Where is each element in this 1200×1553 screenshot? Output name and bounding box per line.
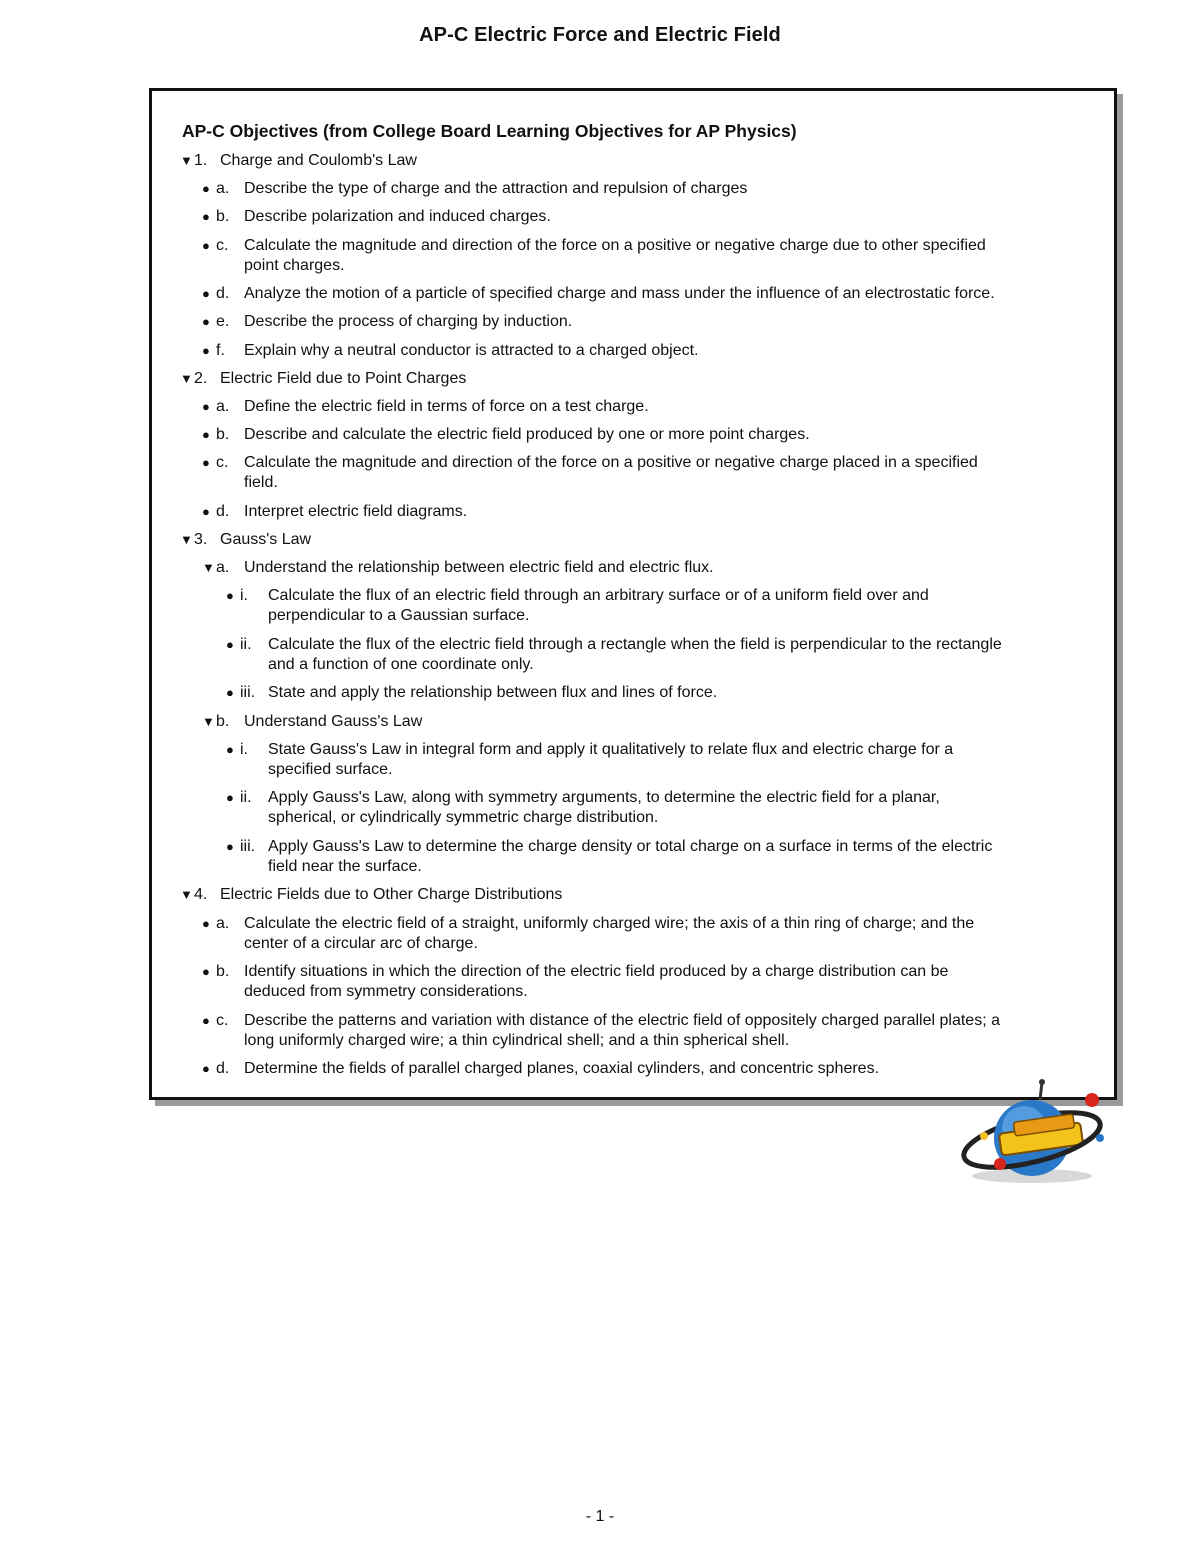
outline-item-line: Describe polarization and induced charges. [244, 208, 551, 226]
outline-item-text [244, 236, 1072, 276]
collapse-triangle-icon[interactable]: ▼3. [180, 531, 208, 548]
outline-item-label: f. [216, 341, 225, 359]
outline-item-line: Interpret electric field diagrams. [244, 502, 468, 520]
collapse-triangle-icon[interactable]: ▼a. [202, 559, 230, 577]
outline-item-line: Describe and calculate the electric field produced by one or more point charges. [244, 426, 810, 444]
outline-item-text [268, 740, 1072, 780]
outline-item-text [220, 369, 1072, 389]
outline-item-continuation: field near the surface. [268, 857, 422, 875]
outline-item-text [244, 425, 1072, 445]
outline-item-label: c. [216, 236, 229, 254]
outline-item-label: c. [216, 454, 229, 472]
outline-item-line: Identify situations in which the direction of the electric field produced by a charge distribution can be [244, 963, 949, 980]
bullet-icon: ● d. [202, 502, 230, 520]
outline-item-line: Apply Gauss's Law, along with symmetry arguments, to determine the electric field for a planar, [268, 789, 940, 807]
outline-item-line: State Gauss's Law in integral form and apply it qualitatively to relate flux and electric charge for a [268, 740, 954, 758]
outline-item-text [244, 1059, 1072, 1079]
outline-item-line: Describe the type of charge and the attraction and repulsion of charges [244, 180, 748, 198]
outline-item-label: b. [216, 426, 230, 444]
outline-item-line: Electric Fields due to Other Charge Distributions [220, 886, 563, 904]
outline-item-line: Describe the patterns and variation with distance of the electric field of oppositely charged parallel plates; a [244, 1011, 1000, 1029]
outline-item-label: ii. [240, 789, 252, 807]
outline-item-label: b. [216, 208, 230, 226]
outline-item-continuation: spherical, or cylindrically symmetric charge distribution. [268, 809, 659, 827]
outline-item-label: 3. [194, 531, 208, 548]
outline-item-line: Electric Field due to Point Charges [220, 369, 467, 387]
outline-item-text [220, 151, 1072, 171]
collapse-triangle-icon[interactable]: ▼1. [180, 152, 208, 169]
outline-item-text [268, 788, 1072, 828]
aplusphysics-logo [960, 1078, 1110, 1188]
bullet-icon: ● c. [202, 1011, 229, 1029]
collapse-triangle-icon[interactable]: ▼2. [180, 369, 208, 387]
bullet-icon: ● f. [202, 341, 225, 359]
outline-item-label: a. [216, 180, 230, 198]
outline-item-text [244, 207, 1072, 227]
outline-item-line: Describe the process of charging by induction. [244, 313, 573, 331]
outline-item-label: e. [216, 313, 230, 331]
outline-item-text [244, 1011, 1072, 1051]
bullet-icon: ● c. [202, 236, 229, 254]
objectives-heading: AP-C Objectives (from College Board Learning Objectives for AP Physics) [182, 121, 797, 141]
outline-item-text [244, 179, 1072, 199]
outline-item-continuation: center of a circular arc of charge. [244, 934, 478, 952]
outline-item-continuation: deduced from symmetry considerations. [244, 983, 528, 1000]
objectives-box [149, 88, 1117, 1100]
outline-item-continuation: specified surface. [268, 760, 393, 778]
outline-item-text [268, 837, 1072, 877]
outline-item-label: iii. [240, 837, 256, 855]
outline-item-text [244, 502, 1072, 522]
outline-item-text [244, 397, 1072, 417]
outline-item-label: b. [216, 963, 230, 980]
page-title: AP-C Electric Force and Electric Field [419, 24, 781, 46]
outline-item-line: Apply Gauss's Law to determine the charge density or total charge on a surface in terms of the electric [268, 837, 993, 855]
bullet-icon: ● a. [202, 914, 230, 932]
outline-item-line: Analyze the motion of a particle of specified charge and mass under the influence of an electrostatic force. [244, 285, 995, 303]
outline-item-line: Calculate the electric field of a straight, uniformly charged wire; the axis of a thin ring of charge; and the [244, 914, 975, 932]
outline-item-text [244, 558, 1072, 578]
outline-item-line: Calculate the magnitude and direction of the force on a positive or negative charge due to other specified [244, 236, 986, 254]
outline-item-label: i. [240, 740, 248, 758]
outline-item-text [268, 635, 1072, 675]
bullet-icon: ● b. [202, 426, 230, 444]
outline-item-label: a. [216, 397, 230, 415]
outline-item-line: Calculate the magnitude and direction of the force on a positive or negative charge placed in a specified [244, 454, 978, 472]
outline-item-continuation: perpendicular to a Gaussian surface. [268, 607, 530, 625]
outline-item-continuation: point charges. [244, 256, 345, 274]
outline-item-text [220, 530, 1072, 550]
outline-item-label: 1. [194, 152, 208, 169]
outline-item-label: a. [216, 559, 230, 577]
bullet-icon: ● c. [202, 454, 229, 472]
bullet-icon: ● iii. [226, 837, 256, 855]
outline-item-label: 2. [194, 369, 208, 387]
outline-item-line: State and apply the relationship between flux and lines of force. [268, 684, 718, 702]
outline-item-line: Explain why a neutral conductor is attracted to a charged object. [244, 341, 699, 359]
bullet-icon: ● a. [202, 180, 230, 198]
outline-item-line: Calculate the flux of the electric field through a rectangle when the field is perpendicular to the rectangle [268, 635, 1002, 653]
outline-item-label: d. [216, 1060, 230, 1077]
outline-item-label: 4. [194, 886, 208, 904]
page-number: - 1 - [585, 1508, 615, 1525]
outline-item-text [244, 914, 1072, 954]
outline-item-label: c. [216, 1011, 229, 1029]
outline-item-text [244, 962, 1072, 1002]
outline-item-text [220, 885, 1072, 905]
bullet-icon: ● d. [202, 1060, 230, 1077]
outline-item-text [244, 453, 1072, 493]
bullet-icon: ● iii. [226, 684, 256, 702]
outline-item-label: d. [216, 502, 230, 520]
outline-item-line: Understand Gauss's Law [244, 712, 423, 730]
outline-item-label: a. [216, 914, 230, 932]
outline-item-line: Determine the fields of parallel charged planes, coaxial cylinders, and concentric spheres. [244, 1060, 880, 1077]
bullet-icon: ● i. [226, 587, 248, 605]
outline-item-line: Calculate the flux of an electric field through an arbitrary surface or of a uniform field over and [268, 587, 929, 605]
outline-item-text [244, 712, 1072, 732]
outline-item-label: i. [240, 587, 248, 605]
outline-item-continuation: and a function of one coordinate only. [268, 655, 534, 673]
bullet-icon: ● d. [202, 285, 230, 303]
outline-item-text [268, 683, 1072, 703]
outline-item-label: d. [216, 285, 230, 303]
outline-item-line: Define the electric field in terms of force on a test charge. [244, 397, 649, 415]
outline-item-text [244, 312, 1072, 332]
outline-item-label: ii. [240, 635, 252, 653]
bullet-icon: ● e. [202, 313, 230, 331]
bullet-icon: ● i. [226, 740, 248, 758]
bullet-icon: ● ii. [226, 635, 252, 653]
outline-item-continuation: long uniformly charged wire; a thin cylindrical shell; and a thin spherical shell. [244, 1031, 790, 1049]
bullet-icon: ● ii. [226, 789, 252, 807]
collapse-triangle-icon[interactable]: ▼4. [180, 886, 208, 904]
bullet-icon: ● b. [202, 208, 230, 226]
outline-item-label: iii. [240, 684, 256, 702]
outline-item-line: Gauss's Law [220, 531, 312, 548]
outline-item-text [244, 284, 1072, 304]
outline-item-text [244, 341, 1072, 361]
bullet-icon: ● a. [202, 397, 230, 415]
outline-item-line: Understand the relationship between electric field and electric flux. [244, 559, 714, 577]
bullet-icon: ● b. [202, 963, 230, 980]
outline-item-text [268, 586, 1072, 626]
collapse-triangle-icon[interactable]: ▼b. [202, 712, 230, 730]
outline-item-label: b. [216, 712, 230, 730]
outline-item-line: Charge and Coulomb's Law [220, 152, 417, 169]
outline-item-continuation: field. [244, 474, 278, 492]
